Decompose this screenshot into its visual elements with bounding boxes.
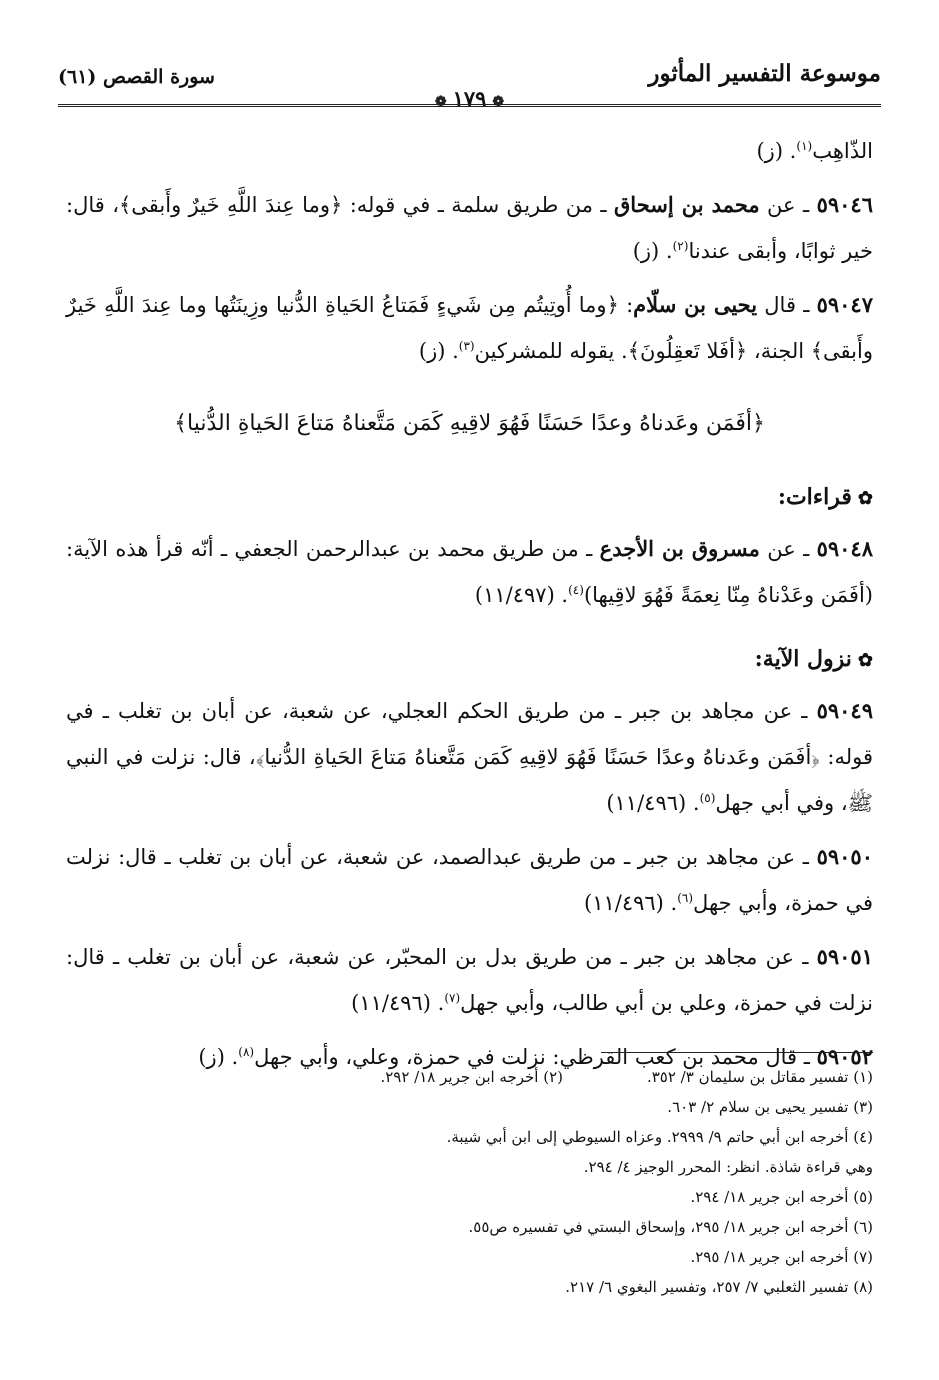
page-number-value: ١٧٩	[452, 86, 487, 111]
footnote-8: (٨) تفسير الثعلبي ٧/ ٢٥٧، وتفسير البغوي ٦/ ٢١٧.	[565, 1278, 873, 1296]
footnote-ref[interactable]: (١)	[796, 139, 813, 153]
footnote-1: (١) تفسير مقاتل بن سليمان ٣/ ٣٥٢.	[646, 1068, 873, 1086]
narration-number: ٥٩٠٥٠	[816, 844, 873, 869]
footnote-ref[interactable]: (٨)	[238, 1045, 255, 1059]
paragraph-text: الذّاهِب	[812, 139, 873, 163]
footnote-6: (٦) أخرجه ابن جرير ١٨/ ٢٩٥، وإسحاق البستي في تفسيره ص٥٥.	[468, 1218, 873, 1236]
footnote-3: (٣) تفسير يحيى بن سلام ٢/ ٦٠٣.	[667, 1098, 873, 1116]
narration-number: ٥٩٠٤٧	[816, 292, 873, 317]
paragraph	[66, 934, 873, 1026]
paragraph	[66, 834, 873, 926]
paragraph-text: : ﴿وما أُوتِيتُم مِن شَيءٍ فَمَتاعُ الحَياةِ الدُّنيا وزِينَتُها وما عِندَ اللَّهِ خَيرٌ وأَبقى﴾ الجنة، ﴿أفَلا تَعقِلُونَ﴾. يقوله للمشركين	[66, 293, 873, 363]
narrator-name: يحيى بن سلّام	[633, 292, 758, 317]
footnote-ref[interactable]: (٢)	[672, 239, 689, 253]
paragraph-tail: . (ز)	[418, 339, 459, 363]
paragraph-tail: . (١١/٤٩٦)	[351, 991, 445, 1015]
footnote-ref[interactable]: (٥)	[699, 791, 716, 805]
footnote-ref[interactable]: (٣)	[458, 339, 475, 353]
paragraph-tail: . (١١/٤٩٧)	[474, 583, 569, 607]
footnote-4-continued: وهي قراءة شاذة. انظر: المحرر الوجيز ٤/ ٢٩٤.	[583, 1158, 873, 1176]
paragraph-prefix: ـ عن	[759, 537, 817, 561]
paragraph-text: ـ قال محمد بن كعب القرظي: نزلت في حمزة، وعلي، وأبي جهل	[254, 1045, 817, 1069]
ornament-icon: ❁	[492, 94, 505, 110]
paragraph-text: ـ عن مجاهد بن جبر ـ من طريق عبدالصمد، عن شعبة، عن أبان بن تغلب ـ قال: نزلت في حمزة، وأبي جهل	[66, 845, 873, 915]
section-title-readings	[66, 474, 873, 522]
narrator-name: محمد بن إسحاق	[614, 192, 760, 217]
narrator-name: مسروق بن الأجدع	[599, 536, 760, 561]
footnote-ref[interactable]: (٦)	[677, 891, 694, 905]
book-title: موسوعة التفسير المأثور	[648, 60, 881, 87]
narration-number: ٥٩٠٥٢	[816, 1044, 873, 1069]
paragraph	[66, 526, 873, 618]
footnote-row	[66, 1062, 873, 1092]
flower-icon: ✿	[857, 650, 873, 671]
flower-icon: ✿	[857, 488, 873, 509]
paragraph-text: ـ عن مجاهد بن جبر ـ من طريق الحكم العجلي، عن شعبة، عن أبان بن تغلب ـ في قوله: ﴿أفَمَن وعَدناهُ وعدًا حَسَنًا فَهُوَ لاقِيهِ كَمَن مَتَّعناهُ مَتاعَ الحَياةِ الدُّنيا﴾، قال: نزلت في النبي ﷺ، وفي أبي جهل	[66, 699, 873, 815]
paragraph-tail: . (ز)	[198, 1045, 239, 1069]
paragraph-prefix: ـ قال	[757, 293, 817, 317]
footnote-2: (٢) أخرجه ابن جرير ١٨/ ٢٩٢.	[380, 1068, 563, 1086]
footnote-ref[interactable]: (٤)	[568, 583, 584, 597]
paragraph	[66, 128, 873, 174]
sura-title: سورة القصص (٦١)	[58, 66, 215, 88]
footnotes	[66, 1062, 873, 1302]
section-title-text: قراءات:	[777, 484, 852, 510]
paragraph-prefix: ـ عن	[759, 193, 817, 217]
section-title-revelation	[66, 636, 873, 684]
paragraph-tail: . (ز)	[632, 239, 673, 263]
paragraph-tail: . (ز)	[756, 139, 797, 163]
footnote-5: (٥) أخرجه ابن جرير ١٨/ ٢٩٤.	[690, 1188, 873, 1206]
paragraph	[66, 282, 873, 374]
paragraph-text: ـ من طريق سلمة ـ في قوله: ﴿وما عِندَ اللَّهِ خَيرٌ وأَبقى﴾، قال: خير ثوابًا، وأبقى عندنا	[66, 193, 873, 263]
paragraph-tail: . (١١/٤٩٦)	[583, 891, 678, 915]
narration-number: ٥٩٠٥١	[816, 944, 873, 969]
footnote-divider	[601, 1052, 873, 1053]
page-number	[429, 86, 510, 111]
footnote-4: (٤) أخرجه ابن أبي حاتم ٩/ ٢٩٩٩. وعزاه السيوطي إلى ابن أبي شيبة.	[446, 1128, 873, 1146]
footnote-ref[interactable]: (٧)	[444, 991, 461, 1005]
paragraph-text: ـ من طريق محمد بن عبدالرحمن الجعفي ـ أنّه قرأ هذه الآية: (أفَمَن وعَدْناهُ مِنّا نِعمَةً فَهُوَ لاقِيها)	[66, 537, 873, 607]
paragraph-tail: . (١١/٤٩٦)	[606, 791, 700, 815]
footnote-7: (٧) أخرجه ابن جرير ١٨/ ٢٩٥.	[690, 1248, 873, 1266]
narration-number: ٥٩٠٤٦	[816, 192, 873, 217]
narration-number: ٥٩٠٤٨	[816, 536, 873, 561]
paragraph	[66, 688, 873, 826]
verse-heading: ﴿أفَمَن وعَدناهُ وعدًا حَسَنًا فَهُوَ لاقِيهِ كَمَن مَتَّعناهُ مَتاعَ الحَياةِ الدُّنيا﴾	[174, 411, 765, 436]
running-header	[58, 60, 881, 111]
paragraph-text: ـ عن مجاهد بن جبر ـ من طريق بدل بن المحبّر، عن شعبة، عن أبان بن تغلب ـ قال: نزلت في حمزة، وعلي بن أبي طالب، وأبي جهل	[66, 945, 873, 1015]
section-title-text: نزول الآية:	[754, 646, 852, 672]
header-divider	[58, 104, 881, 107]
narration-number: ٥٩٠٤٩	[816, 698, 873, 723]
page-body	[66, 128, 873, 1088]
ornament-icon: ❁	[434, 94, 447, 110]
paragraph	[66, 182, 873, 274]
